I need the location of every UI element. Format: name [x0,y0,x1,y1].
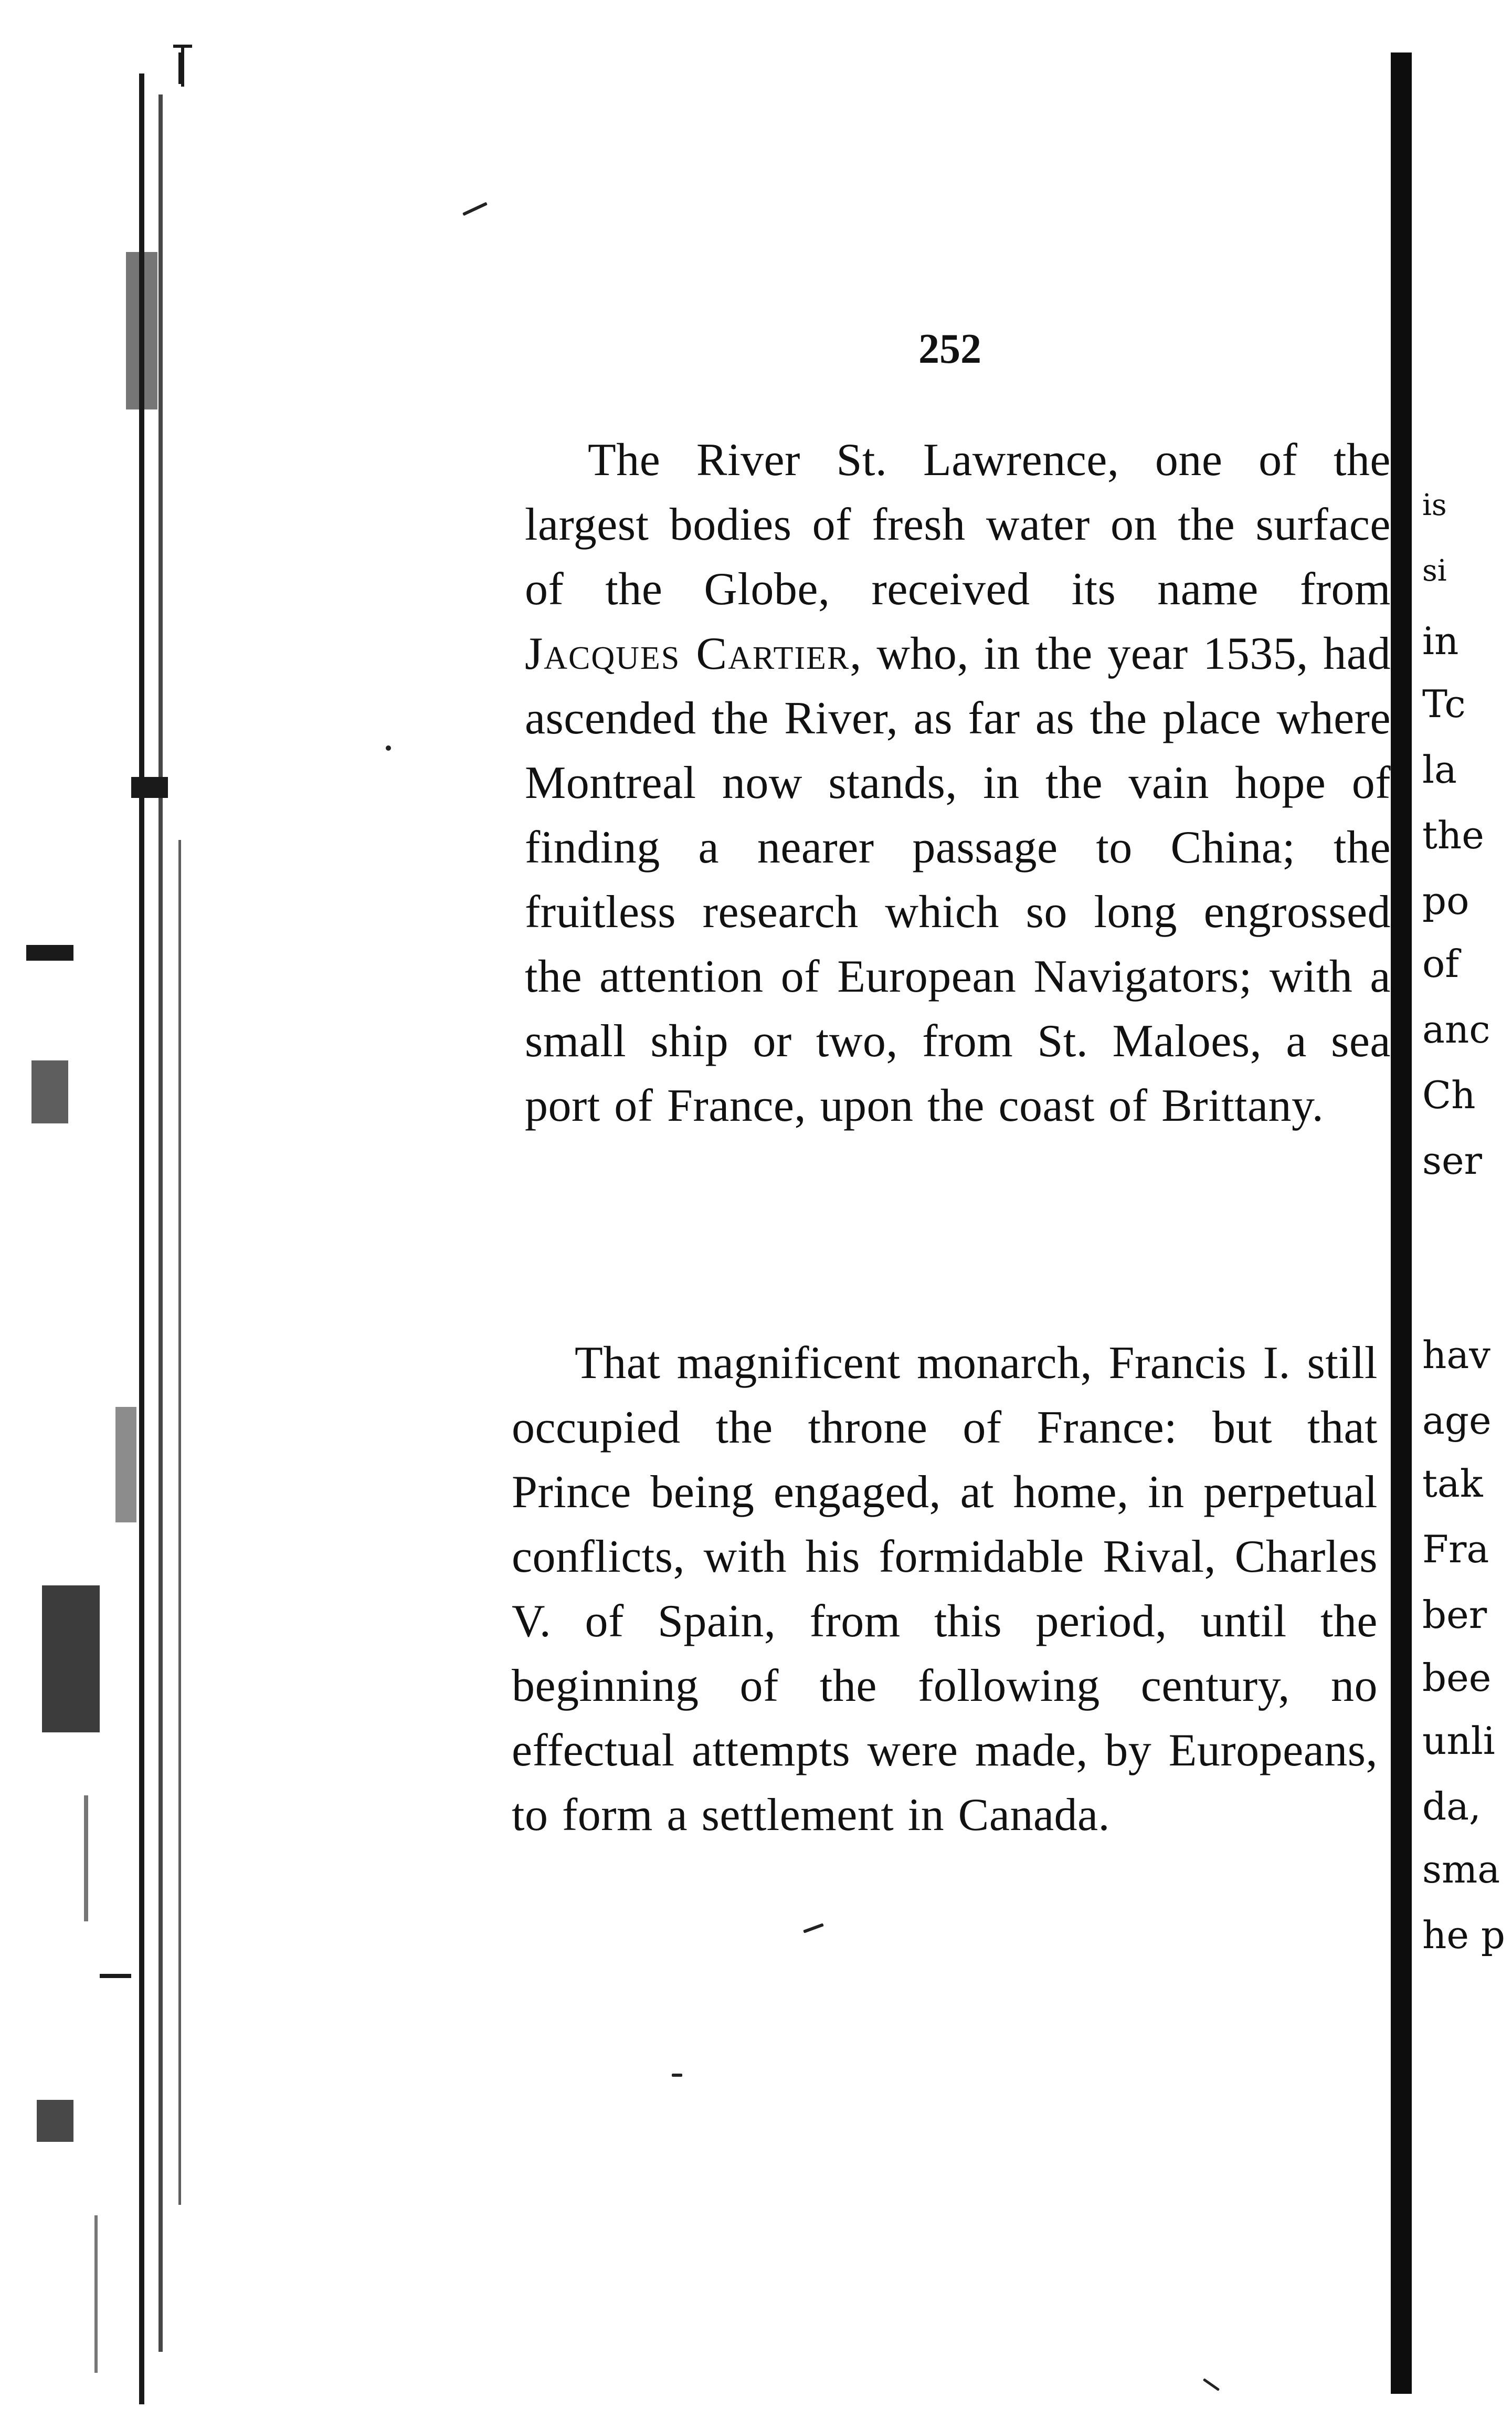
facing-fragment: anc [1422,1007,1490,1051]
facing-fragment: da, [1422,1784,1481,1828]
facing-fragment: Ch [1422,1073,1476,1117]
facing-fragment: Tc [1422,682,1466,726]
ink-speck [672,2074,682,2077]
facing-fragment: the [1422,813,1484,857]
facing-fragment: of [1422,942,1459,986]
ink-speck [1203,2378,1220,2391]
explorer-name: Jacques Cartier [525,628,850,679]
ink-speck [803,1923,824,1933]
facing-fragment: age [1422,1398,1492,1443]
facing-page-fragments [1417,0,1512,2429]
facing-fragment: unli [1422,1719,1495,1763]
facing-fragment: in [1422,619,1459,663]
facing-fragment: la [1422,748,1457,792]
facing-fragment: tak [1422,1461,1483,1506]
paragraph-francis-i: That magnificent monarch, Francis I. still occupied the throne of France: but that Prince being engaged, at home, in perpetual conflicts, with his formidable Rival, Charles V. of Spain, from this period, until the beginning of the following century, no effectual attempts were made, by Europeans, to form a settlement in Canada. [512,1338,1378,1841]
facing-fragment: si [1422,554,1447,588]
facing-fragment: is [1422,488,1447,522]
page-number: 252 [918,326,981,372]
ink-speck [462,202,488,216]
facing-fragment: sma [1422,1847,1500,1891]
facing-fragment: hav [1422,1333,1490,1377]
facing-fragment: he p [1422,1913,1505,1957]
ink-speck [386,745,391,751]
paragraph-text: The River St. Lawrence, one of the largest bodies of fresh water on the surface of the Globe, received its name from [525,435,1391,615]
facing-fragment: ser [1422,1139,1482,1183]
facing-fragment: ber [1422,1593,1487,1637]
facing-fragment: Fra [1422,1527,1489,1571]
binding-gutter [21,31,231,2425]
facing-fragment: po [1422,879,1469,923]
facing-fragment: bee [1422,1656,1492,1700]
page-edge-shadow [1391,52,1412,2394]
paragraph-river-st-lawrence [525,428,1391,1138]
paragraph-text: , who, in the year 1535, had ascended the River, as far as the place where Montreal now stands, in the vain hope of finding a nearer passage to China; the fruitless research which so long engrossed the attention of European Navigators; with a small ship or two, from St. Maloes, a sea port of France, upon the coast of Brittany. [525,628,1391,1131]
